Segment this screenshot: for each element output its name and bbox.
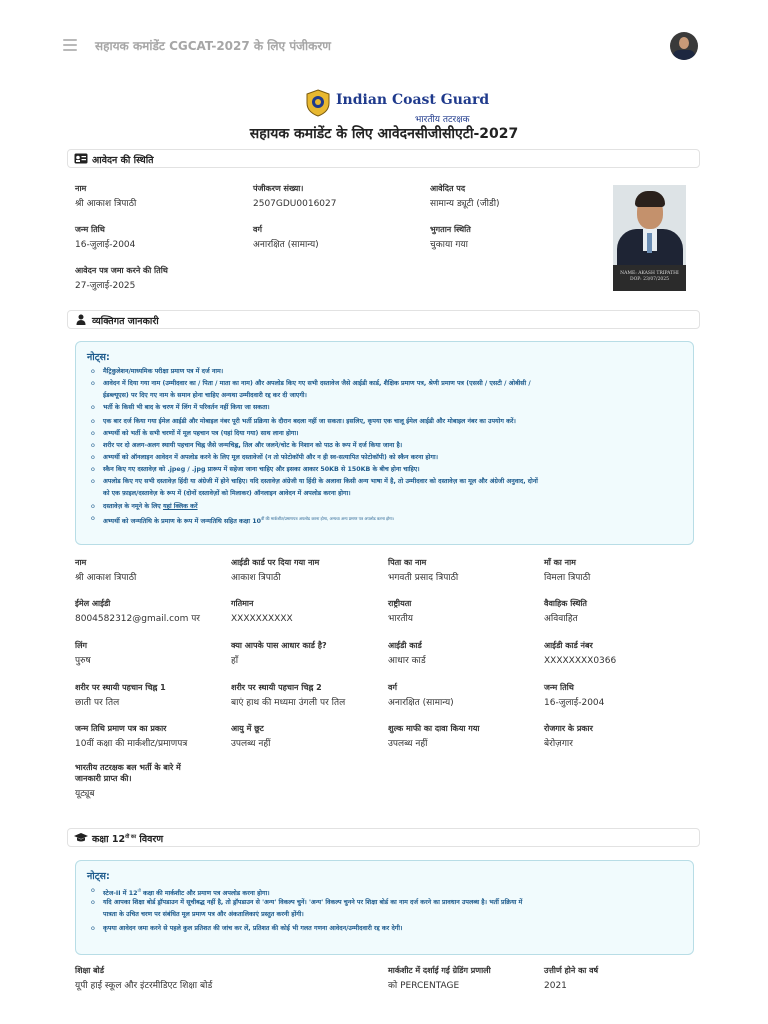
user-avatar[interactable] [670, 32, 698, 60]
field-value: अविवाहित [544, 614, 578, 624]
field-label: जन्म तिथि [544, 683, 574, 692]
field-gender [75, 640, 91, 667]
note-item: o मैट्रिकुलेशन/माध्यमिक परीक्षा प्रमाण पत्र में दर्ज नाम। [103, 366, 223, 378]
sample-document-link[interactable]: यहां क्लिक करें [162, 503, 198, 510]
field-value: भारतीय [388, 614, 414, 624]
field-employment [544, 723, 593, 750]
field-label: उत्तीर्ण होने का वर्ष [544, 966, 599, 975]
note-item: o अभ्यर्थी को जन्मतिथि के प्रमाण के रूप में जन्मतिथि सहित कक्षा $10^{वीं की मार्कशीट/प्रमाणपत्र अपलोड करना होगा, अन्यथा अन्य प्रमाण पत्र अपलोड करना होगा।}$ [103, 513, 394, 528]
field-board [75, 965, 212, 992]
field-label: आईडी कार्ड पर दिया गया नाम [231, 558, 320, 567]
note-item: o आवेदन में दिया गया नाम (उम्मीदवार का / पिता / माता का नाम) और अपलोड किए गए सभी दस्तावेज जैसे आईडी कार्ड, शैक्षिक प्रमाण पत्र, श्रेणी प्रमाण पत्र (एससी / एसटी / ओबीसी / [103, 378, 531, 390]
page-header-title: सहायक कमांडेंट CGCAT-2027 के लिए पंजीकरण [95, 39, 331, 53]
field-aadhaar [231, 640, 327, 667]
note-item: o शरीर पर दो अलग-अलग स्थायी पहचान चिह्न जैसे जन्मचिह्न, तिल और जलने/चोट के निशान को पाठ के रूप में दर्ज किया जाना है। [103, 440, 402, 452]
notes-title: नोट्स: [87, 352, 110, 363]
field-label: आवेदित पद [430, 184, 466, 193]
field-value: उपलब्ध नहीं [231, 739, 271, 749]
status-dob [75, 224, 135, 251]
status-submit-date [75, 265, 168, 292]
note-item: o यदि आपका शिक्षा बोर्ड ड्रॉपडाउन में सूचीबद्ध नहीं है, तो ड्रॉपडाउन से 'अन्य' विकल्प चुनें। 'अन्य' विकल्प चुनने पर शिक्षा बोर्ड का नाम दर्ज करने का प्रावधान उपलब्ध है। भर्ती प्रक्रिया में [103, 897, 522, 909]
note-item: o एक बार दर्ज किया गया ईमेल आईडी और मोबाइल नंबर पूरी भर्ती प्रक्रिया के दौरान बदला नहीं जा सकता। इसलिए, कृपया एक चालू ईमेल आईडी और मोबाइल नंबर का उपयोग करें। [103, 416, 516, 428]
personal-info-section [67, 310, 700, 329]
field-mother-name [544, 557, 590, 584]
field-label: शिक्षा बोर्ड [75, 966, 105, 975]
note-item: o कृपया आवेदन जमा करने से पहले कुल प्रतिशत की जांच कर लें, प्रतिशत की कोई भी गलत गणना आवेदन/उम्मीदवारी रद्द कर देगी। [103, 923, 402, 935]
field-label: आईडी कार्ड नंबर [544, 641, 593, 650]
field-label: राष्ट्रीयता [388, 599, 412, 608]
field-value: हाँ [231, 656, 239, 666]
applicant-photo [613, 185, 686, 291]
field-info-source [75, 762, 181, 800]
graduation-cap-icon [74, 832, 88, 843]
field-label: जानकारी प्राप्त की। [75, 774, 132, 783]
user-icon [74, 314, 88, 325]
field-age-relaxation [231, 723, 270, 750]
field-value: 16-जुलाई-2004 [75, 240, 136, 250]
field-label: लिंग [75, 641, 87, 650]
note-item: o स्कैन किए गए दस्तावेज़ को .jpeg / .jpg प्रारूप में सहेजा जाना चाहिए और इसका आकार 50KB से 150KB के बीच होना चाहिए। [103, 464, 420, 476]
note-item: o अभ्यर्थी को भर्ती के सभी चरणों में मूल पहचान पत्र (यहां दिया गया) साथ लाना होगा। [103, 428, 298, 440]
field-grading-system [388, 965, 491, 992]
field-value: 8004582312@gmail.com पर [75, 614, 200, 624]
field-name [75, 557, 136, 584]
field-value: विमला त्रिपाठी [544, 573, 591, 583]
field-label: नाम [75, 184, 87, 193]
class-12-section [67, 828, 700, 847]
class-12-notes-box [75, 860, 694, 955]
note-item: o अपलोड किए गए सभी दस्तावेज़ हिंदी या अंग्रेजी में होने चाहिए। यदि दस्तावेज़ अंग्रेजी या हिंदी के अलावा किसी अन्य भाषा में है, तो उम्मीदवार को दस्तावेज़ का मूल और अंग्रेजी अनुवाद, दोनों [103, 476, 538, 488]
note-item-sample-link: o दस्तावेज़ के नमूने के लिए यहां क्लिक करें [103, 501, 198, 513]
status-category [253, 224, 319, 251]
field-label: माँ का नाम [544, 558, 576, 567]
note-item: o स्टेज-II में $12^{वीं}$ कक्षा की मार्कशीट और प्रमाण पत्र अपलोड करना होगा। [103, 885, 270, 900]
field-id-card-number [544, 640, 616, 667]
field-value: आधार कार्ड [388, 656, 426, 666]
field-label: वैवाहिक स्थिति [544, 599, 587, 608]
field-label: ईमेल आईडी [75, 599, 111, 608]
status-name [75, 183, 136, 210]
field-value: अनारक्षित (सामान्य) [388, 698, 454, 708]
note-item: o भर्ती के किसी भी बाद के चरण में लिंग में परिवर्तन नहीं किया जा सकता। [103, 402, 270, 414]
field-label: वर्ग [253, 225, 262, 234]
field-label: शरीर पर स्थायी पहचान चिह्न 1 [75, 683, 166, 692]
status-payment [430, 224, 471, 251]
field-label: वर्ग [388, 683, 397, 692]
field-value: को PERCENTAGE [388, 981, 460, 991]
id-card-icon [74, 153, 88, 164]
section-title: कक्षा $12^{वीं का}$ विवरण [92, 833, 164, 845]
field-mark-1 [75, 682, 166, 709]
field-father-name [388, 557, 458, 584]
field-id-card-name [231, 557, 319, 584]
field-label: शुल्क माफी का दावा किया गया [388, 724, 480, 733]
field-value: 2507GDU0016027 [253, 199, 337, 209]
top-bar [0, 0, 768, 80]
field-value: यूपी हाई स्कूल और इंटरमीडिएट शिक्षा बोर्ड [75, 981, 213, 991]
field-value: अनारक्षित (सामान्य) [253, 240, 319, 250]
field-value: बाएं हाथ की मध्यमा उंगली पर तिल [231, 698, 346, 708]
field-dob [544, 682, 604, 709]
field-value: XXXXXXXXXX [231, 614, 293, 624]
field-label: भुगतान स्थिति [430, 225, 471, 234]
field-label: आयु में छूट [231, 724, 264, 733]
form-title: सहायक कमांडेंट के लिए आवेदनसीजीसीएटी-2027 [249, 126, 519, 142]
field-nationality [388, 598, 413, 625]
field-label: नाम [75, 558, 87, 567]
field-mark-2 [231, 682, 345, 709]
field-value: सामान्य ड्यूटी (जीडी) [430, 199, 500, 209]
field-label: शरीर पर स्थायी पहचान चिह्न 2 [231, 683, 322, 692]
field-mobile [231, 598, 293, 625]
field-label: पिता का नाम [388, 558, 427, 567]
field-category [388, 682, 454, 709]
field-value: बेरोज़गार [544, 739, 573, 749]
status-post [430, 183, 500, 210]
note-item-continued: पात्रता के उचित चरण पर संबंधित मूल प्रमाण पत्र और अंकतालिकाएं प्रस्तुत करनी होंगी। [103, 911, 304, 918]
field-label: जन्म तिथि प्रमाण पत्र का प्रकार [75, 724, 167, 733]
field-value: श्री आकाश त्रिपाठी [75, 199, 137, 209]
field-value: 10वीं कक्षा की मार्कशीट/प्रमाणपत्र [75, 739, 188, 749]
field-email [75, 598, 200, 625]
field-value: यूट्यूब [75, 789, 95, 799]
note-item-continued: ईडब्ल्यूएस) पर दिए गए नाम के समान होना चाहिए अन्यथा उम्मीदवारी रद्द कर दी जाएगी। [103, 392, 307, 399]
field-label: आवेदन पत्र जमा करने की तिथि [75, 266, 168, 275]
field-value: आकाश त्रिपाठी [231, 573, 281, 583]
field-dob-proof [75, 723, 187, 750]
field-id-card [388, 640, 426, 667]
status-reg-no [253, 183, 336, 210]
field-label: आईडी कार्ड [388, 641, 422, 650]
field-label: गतिमान [231, 599, 254, 608]
field-value: श्री आकाश त्रिपाठी [75, 573, 137, 583]
field-value: 27-जुलाई-2025 [75, 281, 136, 291]
note-item: o अभ्यर्थी को ऑनलाइन आवेदन में अपलोड करने के लिए मूल दस्तावेजों (न तो फोटोकॉपी और न ही स्व-सत्यापित फोटोकॉपी) को स्कैन करना होगा। [103, 452, 438, 464]
field-passing-year [544, 965, 598, 992]
field-value: पुरुष [75, 656, 91, 666]
notes-title: नोट्स: [87, 871, 110, 882]
section-title: व्यक्तिगत जानकारी [92, 316, 159, 327]
field-marital-status [544, 598, 587, 625]
field-label: रोजगार के प्रकार [544, 724, 593, 733]
field-value: 2021 [544, 981, 567, 991]
coast-guard-emblem-icon [305, 89, 331, 117]
field-label: मार्कशीट में दर्शाई गई ग्रेडिंग प्रणाली [388, 966, 491, 975]
field-value: छाती पर तिल [75, 698, 120, 708]
field-label: पंजीकरण संख्या। [253, 184, 304, 193]
field-label: क्या आपके पास आधार कार्ड है? [231, 641, 327, 650]
hamburger-menu-icon[interactable] [63, 39, 77, 52]
field-value: उपलब्ध नहीं [388, 739, 428, 749]
application-status-section [67, 149, 700, 168]
section-title: आवेदन की स्थिति [92, 155, 154, 166]
org-name: Indian Coast Guard [336, 92, 490, 108]
field-label: जन्म तिथि [75, 225, 105, 234]
personal-notes-box [75, 341, 694, 545]
note-item-continued: को एक फ़ाइल/दस्तावेज़ के रूप में (दोनों दस्तावेज़ों को मिलाकर) ऑनलाइन आवेदन में अपलोड करना होगा। [103, 490, 351, 497]
org-subtitle: भारतीय तटरक्षक [415, 115, 470, 125]
field-value: XXXXXXXX0366 [544, 656, 617, 666]
field-label: भारतीय तटरक्षक बल भर्ती के बारे में [75, 763, 181, 772]
field-fee-waiver [388, 723, 479, 750]
field-value: 16-जुलाई-2004 [544, 698, 605, 708]
photo-caption: NAME: AKASH TRIPATHI DOP: 23/07/2025 [613, 265, 686, 291]
field-value: भगवती प्रसाद त्रिपाठी [388, 573, 459, 583]
field-value: चुकाया गया [430, 240, 468, 250]
